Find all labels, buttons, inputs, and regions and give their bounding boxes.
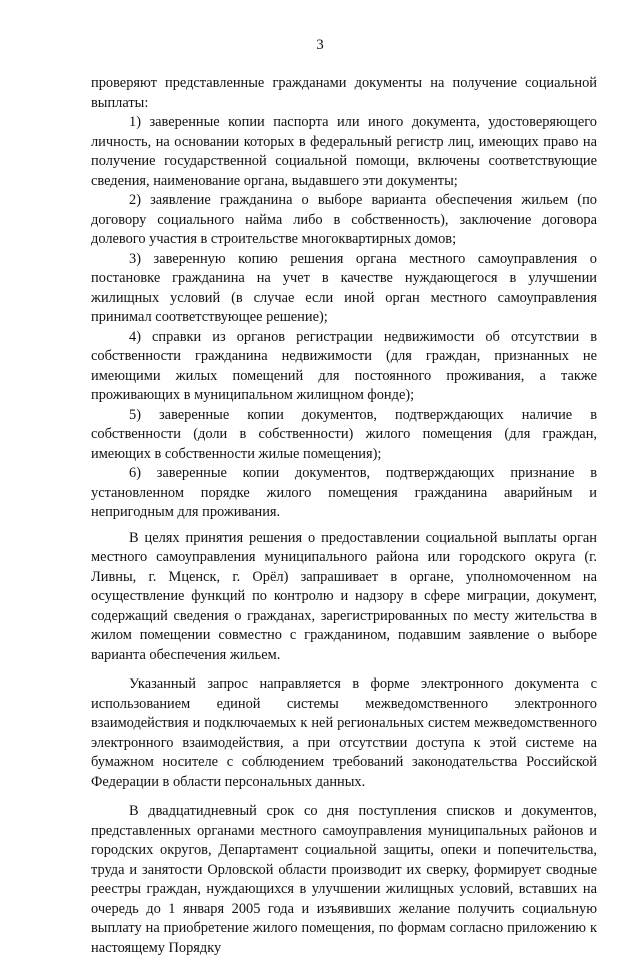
paragraph-verification: В двадцатидневный срок со дня поступления списков и документов, представленных органами местного самоуправления муниципальных районов и городских округов, Департамент социальной защиты, опеки и попечительства, труда и занятости Орловской области производит их сверку, формирует сводные реестры граждан, нуждающихся в улучшении жилищных условий, вставших на очередь до 1 января 2005 года и изъявивших желание получить социальную выплату на приобретение жилого помещения, по формам согласно приложению к настоящему Порядку [91,803,597,956]
list-item-3: 3) заверенную копию решения органа местного самоуправления о постановке гражданина на учет в качестве нуждающегося в улучшении жилищных условий (в случае если иной орган местного самоуправления принимал соответствующее решение); [91,250,597,325]
list-item-5: 5) заверенные копии документов, подтверждающих наличие в собственности (доли в собственности) жилого помещения (для граждан, имеющих в собственности жилые помещения); [91,406,597,462]
list-item-4: 4) справки из органов регистрации недвижимости об отсутствии в собственности гражданина недвижимости (для граждан, признанных не имеющими жилых помещений для постоянного проживания, а также проживающих в муниципальном жилищном фонде); [91,328,597,403]
page-number: 3 [316,37,324,53]
paragraph-intro: проверяют представленные гражданами документы на получение социальной выплаты: [91,75,597,111]
list-item-2: 2) заявление гражданина о выборе варианта обеспечения жильем (по договору социального найма либо в собственность), заключение договора долевого участия в строительстве многоквартирных домов; [91,192,597,247]
paragraph-request: В целях принятия решения о предоставлении социальной выплаты орган местного самоуправления муниципального района или городского округа (г. Ливны, г. Мценск, г. Орёл) запрашивает в органе, уполномоченном на осуществление функций по контролю и надзору в сфере миграции, документ, содержащий сведения о гражданах, зарегистрированных по месту жительства в жилом помещении совместно с гражданином, подавшим заявление о выборе варианта обеспечения жильем. [91,529,597,663]
paragraph-electronic-request: Указанный запрос направляется в форме электронного документа с использованием единой системы межведомственного электронного взаимодействия и подключаемых к ней региональных систем межведомственного электронного взаимодействия, а при отсутствии доступа к этой системе на бумажном носителе с соблюдением требований законодательства Российской Федерации в области персональных данных. [91,676,597,790]
list-item-6: 6) заверенные копии документов, подтверждающих признание в установленном порядке жилого помещения гражданина аварийным и непригодным для проживания. [91,465,597,520]
document-body [91,74,597,958]
list-item-1: 1) заверенные копии паспорта или иного документа, удостоверяющего личность, на основании которых в федеральный регистр лиц, имеющих право на получение государственной социальной помощи, включены соответствующие сведения, наименование органа, выдавшего эти документы; [91,114,597,189]
